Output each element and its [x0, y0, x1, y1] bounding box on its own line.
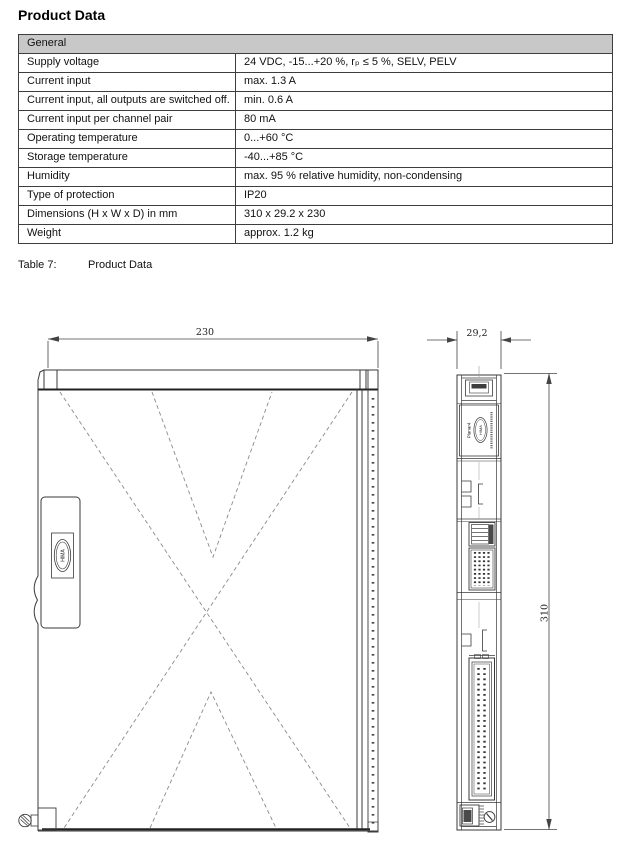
dim-width-label: 29,2: [466, 328, 488, 339]
table-caption: [18, 259, 152, 271]
value-cell: 80 mA: [236, 111, 613, 130]
front-view: [427, 328, 557, 830]
technical-drawing: [0, 315, 629, 852]
dim-arrow-right: [501, 337, 511, 342]
dim-arrow-left: [48, 336, 59, 341]
value-cell: 24 VDC, -15...+20 %, rₚ ≤ 5 %, SELV, PELV: [236, 54, 613, 73]
grounding-screw-icon: [19, 808, 56, 830]
param-cell: Current input: [19, 73, 236, 92]
top-latch: [457, 378, 501, 404]
top-rail: [38, 370, 378, 390]
param-cell: Operating temperature: [19, 130, 236, 149]
housing-body: [34, 389, 378, 831]
logo-text: HIMA: [479, 425, 483, 435]
param-cell: Current input, all outputs are switched off.: [19, 92, 236, 111]
dim-arrow-top: [546, 373, 551, 384]
side-view: [19, 327, 378, 832]
dim-arrow-right: [367, 336, 378, 341]
table-header-row: [19, 35, 613, 54]
table-row: [19, 206, 613, 225]
table-row: [19, 92, 613, 111]
table-section-header: General: [19, 35, 613, 54]
hima-logo-icon: [474, 418, 487, 443]
dim-depth-label: 230: [195, 327, 215, 338]
caption-label: Table 7:: [18, 259, 57, 271]
dim-arrow-bottom: [546, 819, 551, 830]
front-bottom-screw-icon: [484, 812, 495, 823]
front-section-lower: [462, 602, 496, 656]
table-row: [19, 54, 613, 73]
x-rib-hidden-lines: [60, 392, 352, 828]
table-row: [19, 149, 613, 168]
param-cell: Current input per channel pair: [19, 111, 236, 130]
dimension-depth-230: [48, 327, 378, 368]
param-cell: Storage temperature: [19, 149, 236, 168]
front-bottom-assembly: [457, 803, 501, 827]
front-label-text: Planar4: [466, 422, 472, 439]
param-cell: Supply voltage: [19, 54, 236, 73]
backplane-strip: [368, 370, 378, 832]
table-row: [19, 130, 613, 149]
dimension-drawing: [0, 315, 629, 852]
front-section-upper: [457, 462, 501, 522]
front-connector-grid: [457, 548, 501, 600]
front-connector-lower: [469, 655, 495, 801]
front-label-plate: [457, 405, 501, 461]
value-cell: IP20: [236, 187, 613, 206]
param-cell: Humidity: [19, 168, 236, 187]
value-cell: 310 x 29.2 x 230: [236, 206, 613, 225]
param-cell: Dimensions (H x W x D) in mm: [19, 206, 236, 225]
logo-text: HIMA: [60, 549, 67, 562]
value-cell: max. 95 % relative humidity, non-condensing: [236, 168, 613, 187]
param-cell: Type of protection: [19, 187, 236, 206]
dim-height-label: 310: [539, 603, 551, 623]
side-label-plate: [41, 497, 80, 628]
value-cell: 0...+60 °C: [236, 130, 613, 149]
table-row: [19, 225, 613, 244]
value-cell: approx. 1.2 kg: [236, 225, 613, 244]
caption-text: Product Data: [88, 259, 153, 271]
param-cell: Weight: [19, 225, 236, 244]
front-connector-upper: [469, 523, 495, 547]
value-cell: min. 0.6 A: [236, 92, 613, 111]
table-row: [19, 111, 613, 130]
hima-logo-icon: [54, 540, 70, 572]
product-data-table: [18, 34, 613, 244]
value-cell: -40...+85 °C: [236, 149, 613, 168]
table-row: [19, 187, 613, 206]
table-row: [19, 73, 613, 92]
table-row: [19, 168, 613, 187]
dim-arrow-left: [447, 337, 457, 342]
dimension-width-29-2: [427, 328, 531, 369]
value-cell: max. 1.3 A: [236, 73, 613, 92]
page-title: Product Data: [18, 7, 106, 23]
dimension-height-310: [504, 373, 557, 830]
